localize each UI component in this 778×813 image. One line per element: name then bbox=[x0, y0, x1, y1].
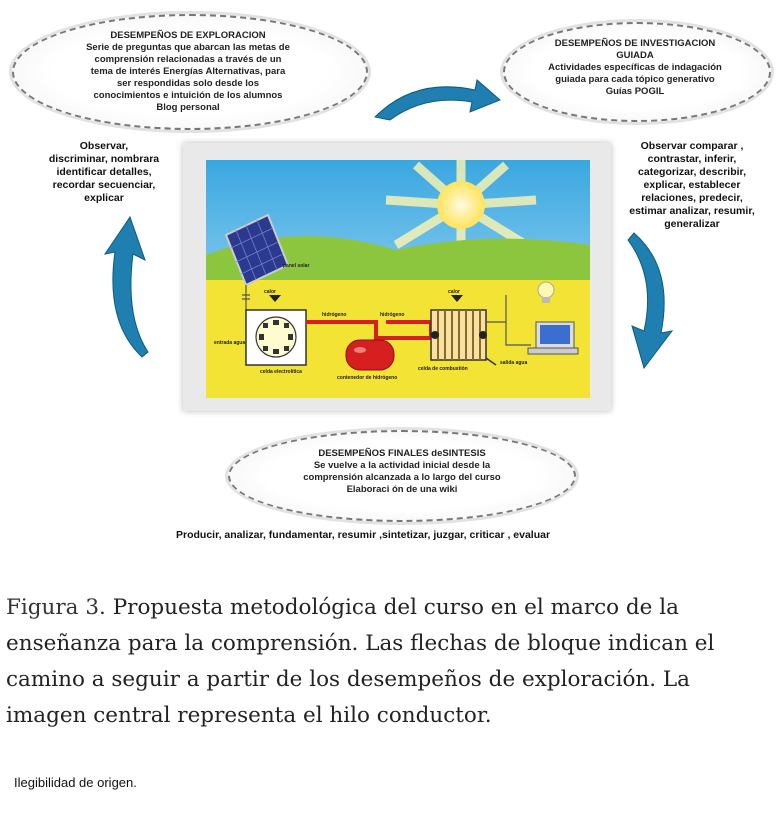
right-verbs bbox=[612, 140, 772, 231]
caption-text: Propuesta metodológica del curso en el marco de la enseñanza para la comprensión. Las flechas de bloque indican el camino a seguir a partir de los desempeños de exploración. La imagen central representa el hilo conductor. bbox=[6, 595, 715, 728]
right-verb-line: contrastar, inferir, bbox=[647, 153, 737, 165]
left-verb-line: Observar, bbox=[79, 140, 129, 152]
right-verb-line: relaciones, predecir, bbox=[641, 192, 743, 204]
right-verb-line: explicar, establecer bbox=[643, 179, 741, 191]
exploration-title: DESEMPEÑOS DE EXPLORACION bbox=[110, 30, 266, 41]
fuel-cell-icon bbox=[431, 310, 487, 360]
exploration-line: conocimientos e intuición de los alumnos bbox=[93, 90, 283, 101]
investigation-text bbox=[530, 38, 740, 98]
label-calor-1: calor bbox=[264, 289, 276, 295]
left-verbs bbox=[38, 140, 170, 205]
label-panel: panel solar bbox=[283, 263, 310, 269]
label-contenedor: contenedor de hidrógeno bbox=[337, 375, 398, 381]
bottom-verbs: Producir, analizar, fundamentar, resumir ,sintetizar, juzgar, criticar , evaluar bbox=[176, 529, 551, 541]
source-note: Ilegibilidad de origen. bbox=[14, 775, 137, 790]
left-verb-line: recordar secuenciar, bbox=[52, 179, 156, 191]
exploration-line: tema de interés Energías Alternativas, para bbox=[90, 66, 286, 77]
figure-caption bbox=[6, 590, 776, 734]
left-verb-line: identificar detalles, bbox=[56, 166, 152, 178]
exploration-line: Blog personal bbox=[156, 102, 220, 113]
right-verb-line: Observar comparar , bbox=[640, 140, 744, 152]
final-text bbox=[262, 448, 542, 496]
left-verb-line: discriminar, nombrara bbox=[48, 153, 160, 165]
investigation-title: DESEMPEÑOS DE INVESTIGACION bbox=[554, 38, 716, 49]
final-line: Elaboraci ón de una wiki bbox=[346, 484, 458, 495]
hydrogen-container-icon bbox=[346, 340, 394, 370]
label-salida-agua: salida agua bbox=[500, 360, 528, 366]
exploration-line: comprensión relacionadas a través de un bbox=[94, 54, 282, 65]
left-arrow-icon bbox=[100, 212, 150, 362]
exploration-line: Serie de preguntas que abarcan las metas de bbox=[86, 42, 290, 53]
right-arrow-icon bbox=[626, 228, 676, 373]
label-hidrogeno-1: hidrógeno bbox=[322, 312, 347, 318]
label-entrada-agua: entrada agua bbox=[214, 340, 246, 346]
investigation-line: GUIADA bbox=[616, 50, 654, 61]
right-verb-line: estimar analizar, resumir, bbox=[629, 205, 755, 217]
label-calor-2: calor bbox=[448, 289, 460, 295]
label-hidrogeno-2: hidrógeno bbox=[380, 312, 405, 318]
right-verb-line: generalizar bbox=[664, 218, 720, 230]
left-verb-line: explicar bbox=[84, 192, 124, 204]
caption-label: Figura 3. bbox=[6, 595, 106, 620]
exploration-text bbox=[60, 30, 316, 114]
central-image bbox=[206, 160, 590, 398]
final-title: DESEMPEÑOS FINALES deSINTESIS bbox=[318, 448, 486, 459]
exploration-line: ser respondidas solo desde los bbox=[116, 78, 260, 89]
computer-icon bbox=[528, 322, 578, 354]
top-arrow-icon bbox=[365, 72, 505, 122]
label-celda-combustion: celda de combustión bbox=[418, 366, 468, 372]
investigation-line: Guías POGIL bbox=[605, 86, 665, 97]
right-verb-line: categorizar, describir, bbox=[638, 166, 746, 178]
investigation-line: guiada para cada tópico generativo bbox=[555, 74, 715, 85]
investigation-line: Actividades específicas de indagación bbox=[548, 62, 722, 73]
final-line: Se vuelve a la actividad inicial desde la bbox=[313, 460, 491, 471]
final-line: comprensión alcanzada a lo largo del curso bbox=[303, 472, 501, 483]
label-celda-electrolitica: celda electrolítica bbox=[260, 369, 302, 375]
electrolytic-cell-icon bbox=[246, 310, 306, 365]
